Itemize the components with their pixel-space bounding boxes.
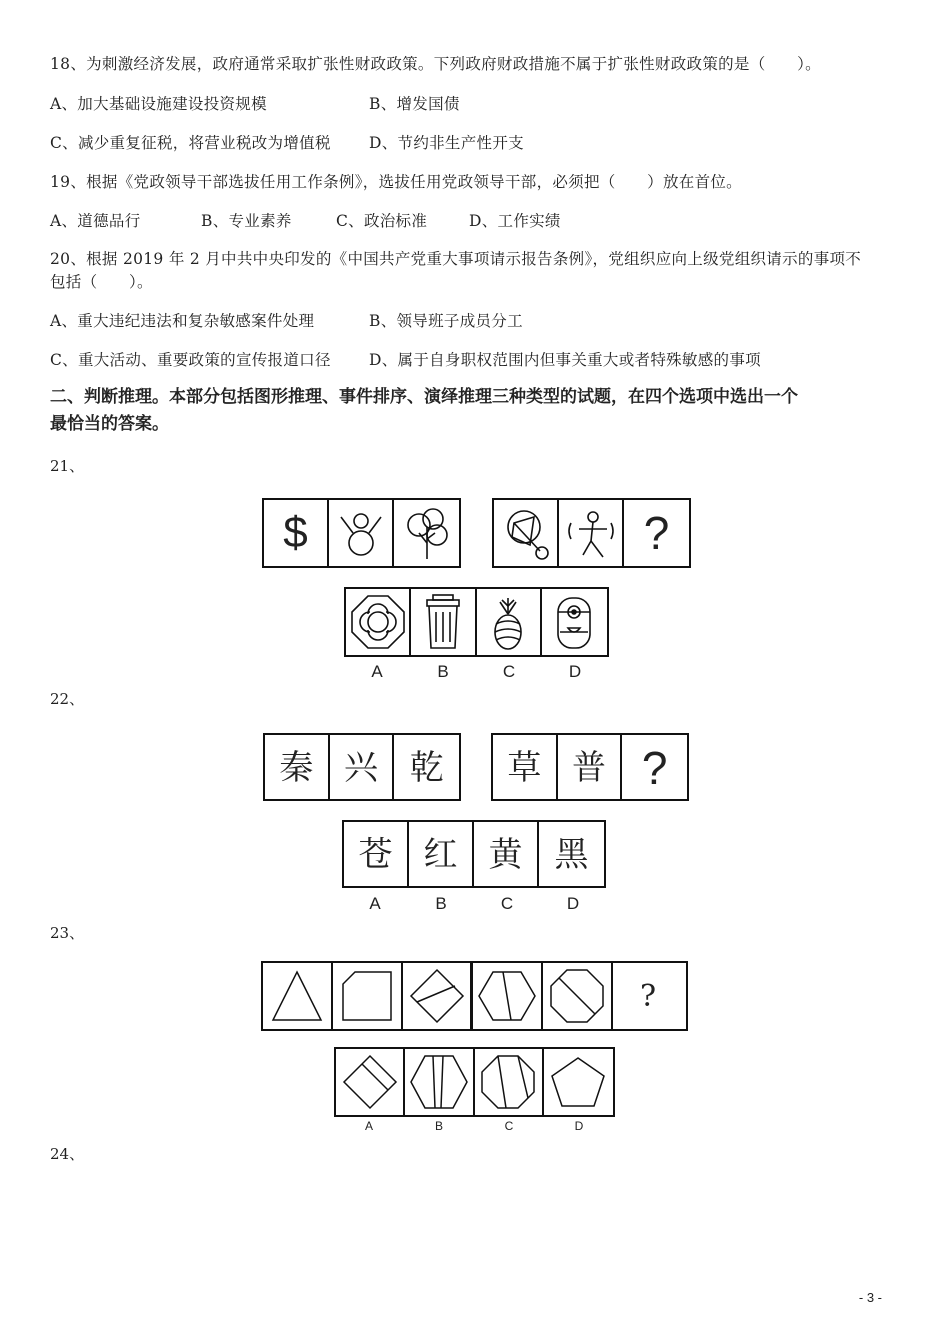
seal-char: 兴 (344, 748, 379, 788)
seal-char: 黑 (554, 835, 589, 875)
hexagon-lines-icon (409, 1052, 469, 1112)
q21-option-a-figure[interactable] (346, 589, 411, 655)
q23-option-c-figure[interactable] (475, 1049, 544, 1115)
trash-can-icon (413, 592, 473, 652)
q23-option-a-figure[interactable] (336, 1049, 405, 1115)
page-number: - 3 - (858, 1290, 882, 1305)
q19-stem: 19、根据《党政领导干部选拔任用工作条例》，选拔任用党政领导干部，必须把（ ）放在首位。 (50, 173, 742, 191)
q21-option-b-figure[interactable] (411, 589, 476, 655)
q21-group1 (262, 498, 461, 568)
q21-g1-dollar-figure (264, 500, 329, 566)
q21-question-cell (624, 500, 689, 566)
q22-g1-char-3 (394, 735, 459, 801)
tree-icon (397, 503, 457, 563)
q21-option-c-figure[interactable] (477, 589, 542, 655)
q23-octagon-figure (543, 963, 613, 1029)
q21-label-d: D (568, 662, 582, 681)
q22-label-d: D (566, 894, 580, 913)
q21-g1-tree-figure (394, 500, 459, 566)
q23-question-row (261, 961, 688, 1031)
q19-option-b: B、专业素养 (201, 212, 292, 230)
q22-g2-char-2 (558, 735, 623, 801)
q23-pentagon-square-figure (333, 963, 403, 1029)
q20-option-c: C、重大活动、重要政策的宣传报道口径 (50, 351, 331, 369)
q20-option-d: D、属于自身职权范围内但事关重大或者特殊敏感的事项 (369, 351, 761, 369)
q23-label-c: C (504, 1119, 514, 1133)
q21-g2-stick-figure (559, 500, 624, 566)
q23-question-cell (613, 963, 683, 1029)
seal-char: 草 (507, 748, 542, 788)
q23-option-b-figure[interactable] (405, 1049, 474, 1115)
pineapple-icon (478, 592, 538, 652)
q21-label-a: A (371, 662, 383, 681)
q18-stem: 18、为刺激经济发展，政府通常采取扩张性财政政策。下列政府财政措施不属于扩张性财政政策的是（ ）。 (50, 55, 821, 73)
q22-g2-char-1 (493, 735, 558, 801)
seal-char: 黄 (488, 835, 523, 875)
seal-char: 红 (423, 835, 458, 875)
cut-square-icon (337, 966, 397, 1026)
q22-group2 (491, 733, 689, 801)
q23-diamond-figure (403, 963, 473, 1029)
q18-option-b: B、增发国债 (369, 95, 460, 113)
q22-g1-char-2 (330, 735, 395, 801)
minion-icon (544, 592, 604, 652)
q20-option-b: B、领导班子成员分工 (369, 312, 523, 330)
q21-g1-snowman-figure (329, 500, 394, 566)
q22-option-labels (342, 894, 606, 914)
q23-label-d: D (574, 1119, 584, 1133)
section-heading-line1: 二、判断推理。本部分包括图形推理、事件排序、演绎推理三种类型的试题，在四个选项中选出一个 (50, 387, 798, 407)
parachute-icon (496, 503, 556, 563)
q21-label-c: C (502, 662, 516, 681)
q22-g1-char-1 (265, 735, 330, 801)
seal-char: 苍 (358, 835, 393, 875)
hexagon-icon (477, 966, 537, 1026)
q21-option-labels (344, 662, 608, 682)
triangle-icon (267, 966, 327, 1026)
diamond-split-icon (340, 1052, 400, 1112)
section-heading (50, 384, 900, 438)
q23-option-labels (334, 1119, 614, 1133)
question-mark-icon: ? (643, 507, 670, 559)
dollar-icon: $ (283, 508, 308, 557)
q22-option-c[interactable] (474, 822, 539, 888)
octagon-shape-icon (547, 966, 607, 1026)
q21-option-d-figure[interactable] (542, 589, 607, 655)
section-heading-line2: 最恰当的答案。 (50, 414, 169, 434)
q18-option-c: C、减少重复征税，将营业税改为增值税 (50, 134, 331, 152)
q19-option-c: C、政治标准 (336, 212, 428, 230)
question-mark-icon: ? (641, 742, 668, 794)
stick-figure-icon (561, 503, 621, 563)
q22-option-d[interactable] (539, 822, 604, 888)
q22-option-b[interactable] (409, 822, 474, 888)
q21-label-b: B (437, 662, 449, 681)
q20-option-a: A、重大违纪违法和复杂敏感案件处理 (50, 312, 315, 330)
question-mark-icon: ? (639, 978, 657, 1014)
snowman-icon (331, 503, 391, 563)
q22-label-b: B (435, 894, 447, 913)
q19-option-a: A、道德品行 (50, 212, 141, 230)
q18-option-a: A、加大基础设施建设投资规模 (50, 95, 267, 113)
q22-option-a[interactable] (344, 822, 409, 888)
q22-question-cell (622, 735, 687, 801)
seal-char: 秦 (279, 748, 314, 788)
q22-label-c: C (500, 894, 514, 913)
q23-options (334, 1047, 615, 1117)
q19-option-d: D、工作实绩 (469, 212, 561, 230)
q23-number: 23、 (50, 924, 85, 942)
q23-label-b: B (434, 1119, 443, 1133)
pentagon-icon (548, 1052, 608, 1112)
q18-option-d: D、节约非生产性开支 (369, 134, 524, 152)
q21-group2 (492, 498, 691, 568)
seal-char: 普 (572, 748, 607, 788)
q22-label-a: A (369, 894, 381, 913)
q23-option-d-figure[interactable] (544, 1049, 613, 1115)
octagon-lines-icon (478, 1052, 538, 1112)
q22-group1 (263, 733, 461, 801)
q21-options (344, 587, 609, 657)
q23-hexagon-figure (473, 963, 543, 1029)
q24-number: 24、 (50, 1145, 85, 1163)
diamond-icon (407, 966, 467, 1026)
q22-options (342, 820, 606, 888)
octagon-icon (348, 592, 408, 652)
q21-g2-parachute-figure (494, 500, 559, 566)
q21-number: 21、 (50, 457, 85, 475)
q20-stem-line1: 20、根据 2019 年 2 月中共中央印发的《中国共产党重大事项请示报告条例》，党组织应向上级党组织请示的事项不 (50, 250, 862, 268)
q22-number: 22、 (50, 690, 85, 708)
q23-triangle-figure (263, 963, 333, 1029)
q23-label-a: A (364, 1119, 373, 1133)
seal-char: 乾 (409, 748, 444, 788)
q20-stem-line2: 包括（ ）。 (50, 273, 153, 291)
